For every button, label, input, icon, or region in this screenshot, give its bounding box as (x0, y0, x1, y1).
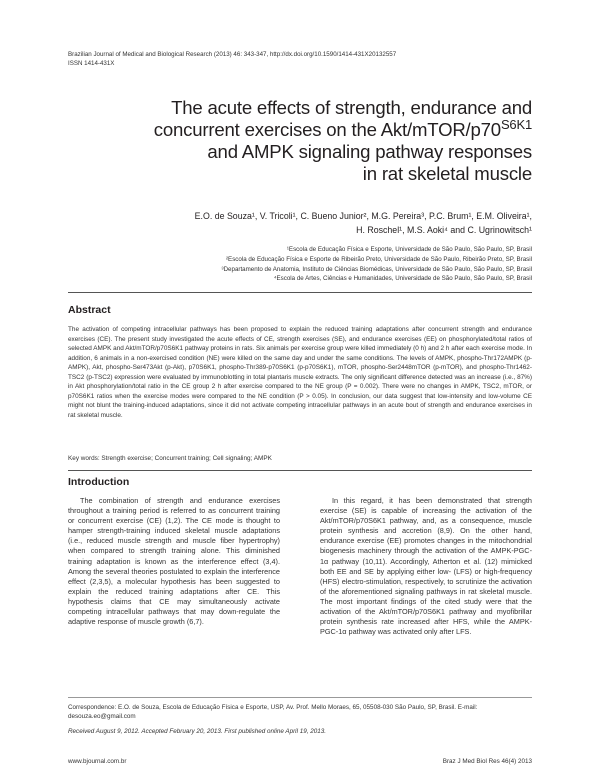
affiliation: ¹Escola de Educação Física e Esporte, Universidade de São Paulo, São Paulo, SP, Brasil (286, 246, 532, 253)
article-title (100, 97, 532, 185)
title-line-1: The acute effects of strength, endurance and (171, 97, 532, 118)
journal-header (68, 51, 396, 68)
correspondence: Correspondence: E.O. de Souza, Escola de Educação Física e Esporte, USP, Av. Prof. Mello Moraes, 65, 05508-030 São Paulo, SP, Brasil. E-mail: desouza.eo@gmail.com (68, 704, 478, 720)
title-line-3: and AMPK signaling pathway responses (207, 141, 532, 162)
introduction-heading: Introduction (68, 476, 130, 488)
title-line-2 (100, 116, 532, 141)
issn: ISSN 1414-431X (68, 59, 115, 67)
divider (68, 697, 532, 698)
received-dates: Received August 9, 2012. Accepted February 20, 2013. First published online April 19, 2013. (68, 728, 326, 735)
journal-citation: Brazilian Journal of Medical and Biological Research (2013) 46: 343-347, http://dx.doi.org/10.1590/1414-431X20132557 (68, 51, 397, 58)
abstract-text: The activation of competing intracellular pathways has been proposed to explain the reduced training adaptations after concurrent strength and endurance exercises (CE). The present study investigated the acute effects of CE, strength exercises (SE), and endurance exercises (EE) on phosphorylated/total ratios of selected AMPK and Akt/mTOR/p70S6K1 pathway proteins in rats. Six animals per exercise group were killed immediately (0 h) and 2 h after each exercise mode. In addition, 6 animals in a non-exercised condition (NE) were killed on the same day and under the same conditions. The levels of AMPK, phospho-Thr172AMPK (p-AMPK), Akt, phospho-Ser473Akt (p-Akt), p70S6K1, phospho-Thr389-p70S6K1 (p-p70S6K1), mTOR, phospho-Ser2448mTOR (p-mTOR), and phospho-Thr1462-TSC2 (p-TSC2) expression were evaluated by immunoblotting in total plantaris muscle extracts. The only significant difference detected was an increase (i.e., 87%) in Akt phosphorylation/total ratio in the CE group 2 h after exercise compared to the NE group (P = 0.002). There were no changes in AMPK, TSC2, mTOR, or p70S6K1 ratios when the exercise modes were compared to the NE condition (P > 0.05). In conclusion, our data suggest that low-intensity and low-volume CE might not blunt the training-induced adaptations, since it did not activate competing intracellular pathways in an acute bout of strength and endurance exercises in rat skeletal muscle. (68, 326, 532, 419)
affiliations (100, 245, 532, 284)
keywords: Key words: Strength exercise; Concurrent training; Cell signaling; AMPK (68, 455, 272, 462)
affiliation: ²Escola de Educação Física e Esporte de Ribeirão Preto, Universidade de São Paulo, Ribeirão Preto, SP, Brasil (226, 255, 532, 263)
abstract-heading: Abstract (68, 304, 111, 316)
divider (68, 292, 532, 293)
divider (68, 470, 532, 471)
title-line-2-text: concurrent exercises on the Akt/mTOR/p70 (153, 119, 501, 140)
footer-website: www.bjournal.com.br (68, 758, 127, 765)
author-list (100, 209, 532, 237)
footer-citation: Braz J Med Biol Res 46(4) 2013 (442, 758, 532, 765)
title-line-4: in rat skeletal muscle (362, 163, 532, 184)
intro-paragraph: In this regard, it has been demonstrated that strength exercise (SE) is capable of increasing the activation of the Akt/mTOR/p70S6K1 pathway, and, as a consequence, muscle protein synthesis and accretion (8,9). On the other hand, endurance exercise (EE) promotes changes in the mitochondrial biogenesis machinery through the activation of the AMPK-PGC-1α pathway (10,11). Accordingly, Atherton et al. (12) mimicked both EE and SE by applying either low- (LFS) or high-frequency (HFS) electro-stimulation, respectively, to scrutinize the activation of the aforementioned signaling pathways in rat skeletal muscle. The most important findings of the cited study were that the activation of the Akt/mTOR/p70S6K1 pathway and myofibrillar protein synthesis rate increased after HFS, while the AMPK-PGC-1α pathway was activated only after LFS. (320, 496, 532, 637)
intro-column-right (320, 496, 532, 637)
affiliation: ³Departamento de Anatomia, Instituto de Ciências Biomédicas, Universidade de São Paulo, São Paulo, SP, Brasil (221, 265, 532, 273)
intro-paragraph: The combination of strength and endurance exercises throughout a training period is referred to as concurrent training or concurrent exercise (CE) (1,2). The CE mode is thought to hamper strength-training induced skeletal muscle adaptations (i.e., reduced muscle strength and muscle fiber hypertrophy) when compared to strength training alone. This diminished training adaptation is known as the interference effect (3,4). Among the several theories postulated to explain the interference effect (2,3,5), a molecular hypothesis has been suggested to explain the reduced training adaptations after CE. This hypothesis claims that CE may simultaneously activate competing intracellular pathways that may down-regulate the adaptive response of muscle growth (6,7). (68, 496, 280, 627)
authors-line-1: E.O. de Souza¹, V. Tricoli¹, C. Bueno Junior², M.G. Pereira³, P.C. Brum¹, E.M. Oliveira¹, (194, 211, 532, 221)
affiliation: ⁴Escola de Artes, Ciências e Humanidades, Universidade de São Paulo, São Paulo, SP, Brasil (273, 275, 532, 283)
title-superscript: S6K1 (500, 116, 532, 132)
authors-line-2: H. Roschel¹, M.S. Aoki⁴ and C. Ugrinowitsch¹ (356, 225, 532, 235)
intro-column-left (68, 496, 280, 627)
